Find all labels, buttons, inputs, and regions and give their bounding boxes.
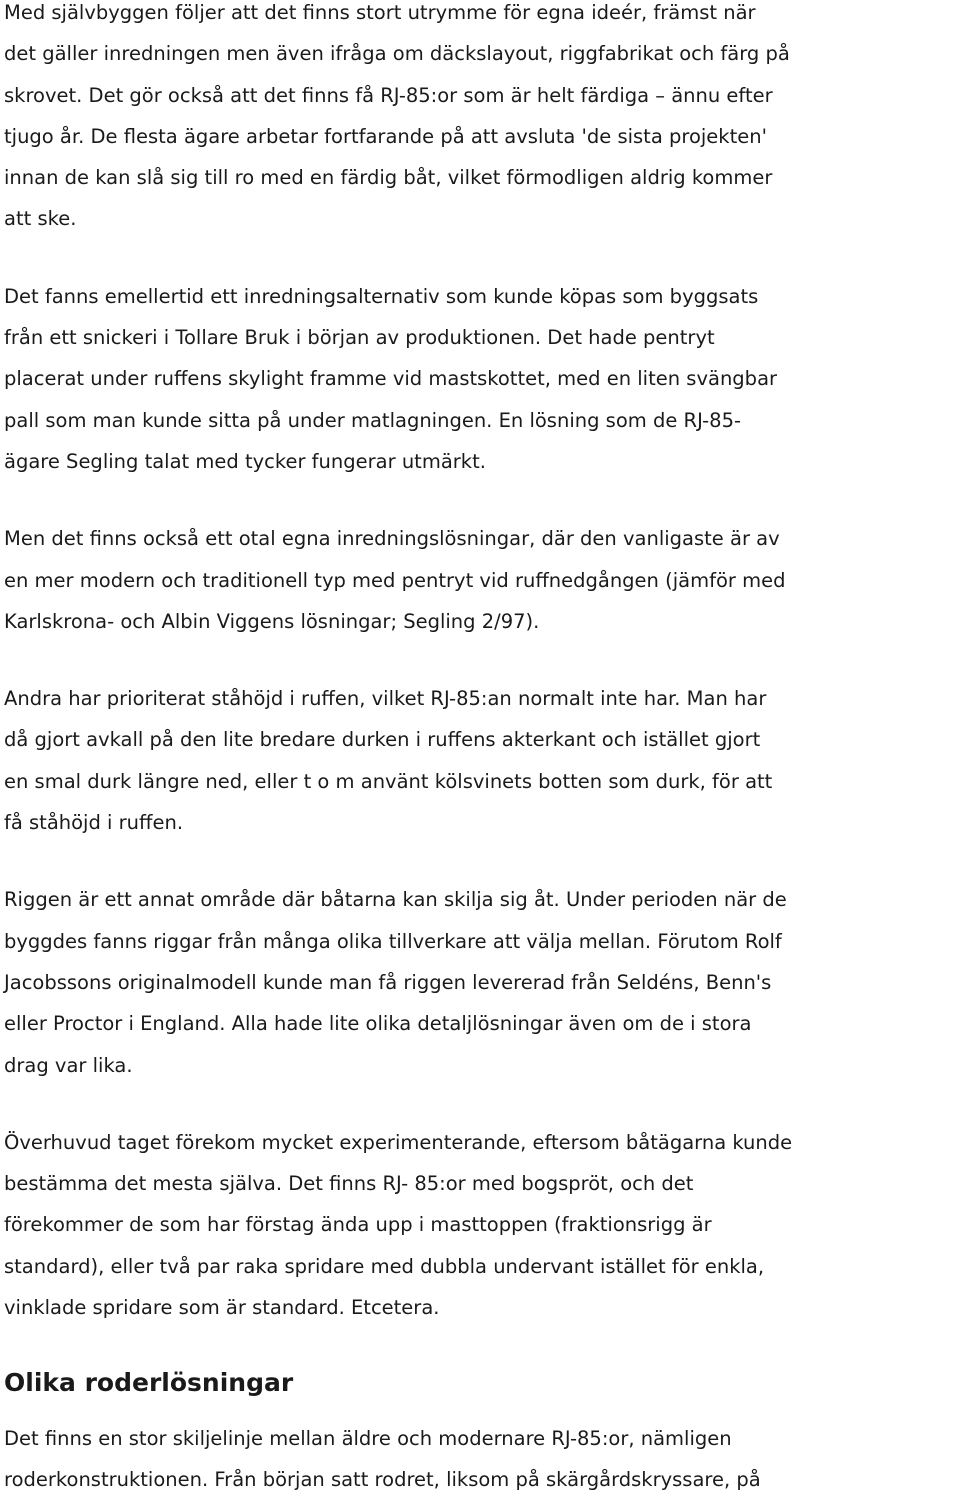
text-line: byggdes fanns riggar från många olika tillverkare att välja mellan. Förutom Rolf [4, 929, 782, 953]
text-line: Riggen är ett annat område där båtarna kan skilja sig åt. Under perioden när de [4, 888, 787, 912]
text-line: en mer modern och traditionell typ med pentryt vid ruffnedgången (jämför med [4, 568, 786, 592]
paragraph-gap [4, 482, 958, 518]
text-line: eller Proctor i England. Alla hade lite olika detaljlösningar även om de i stora [4, 1012, 752, 1036]
text-line: Med självbyggen följer att det finns stort utrymme för egna ideér, främst när [4, 1, 756, 24]
paragraph-gap [4, 1086, 958, 1122]
text-line: pall som man kunde sitta på under matlagningen. En lösning som de RJ-85- [4, 408, 742, 432]
text-line: Karlskrona- och Albin Viggens lösningar; Segling 2/97). [4, 609, 540, 633]
paragraph-gap [4, 1404, 958, 1418]
text-line: vinklade spridare som är standard. Etcetera. [4, 1296, 440, 1320]
text-line: Andra har prioriterat ståhöjd i ruffen, vilket RJ-85:an normalt inte har. Man har [4, 687, 767, 711]
paragraph-gap [4, 240, 958, 276]
text-line: ägare Segling talat med tycker fungerar utmärkt. [4, 449, 486, 473]
paragraph-gap [4, 1328, 958, 1356]
paragraph-gap [4, 642, 958, 678]
text-line: det gäller inredningen men även ifråga om däckslayout, riggfabrikat och färg på [4, 42, 790, 66]
paragraph-own-solutions [4, 518, 958, 642]
text-line: innan de kan slå sig till ro med en färdig båt, vilket förmodligen aldrig kommer [4, 166, 773, 190]
section-heading: Olika roderlösningar [4, 1368, 294, 1398]
text-line: få ståhöjd i ruffen. [4, 811, 184, 835]
paragraph-rigging [4, 879, 958, 1085]
text-line: Det finns en stor skiljelinje mellan äldre och modernare RJ-85:or, nämligen [4, 1426, 732, 1450]
paragraph-gap [4, 843, 958, 879]
text-line: från ett snickeri i Tollare Bruk i början av produktionen. Det hade pentryt [4, 326, 715, 350]
text-line: skrovet. Det gör också att det finns få RJ-85:or som är helt färdiga – ännu efter [4, 83, 773, 107]
paragraph-headroom [4, 678, 958, 843]
paragraph-interior-kit [4, 276, 958, 482]
text-line: Det fanns emellertid ett inredningsalternativ som kunde köpas som byggsats [4, 284, 759, 308]
text-line: Överhuvud taget förekom mycket experimenterande, eftersom båtägarna kunde [4, 1130, 793, 1154]
text-line: standard), eller två par raka spridare med dubbla undervant istället för enkla, [4, 1254, 765, 1278]
text-line: Men det finns också ett otal egna inredningslösningar, där den vanligaste är av [4, 527, 780, 551]
text-line: roderkonstruktionen. Från början satt rodret, liksom på skärgårdskryssare, på [4, 1467, 761, 1491]
text-line: en smal durk längre ned, eller t o m använt kölsvinets botten som durk, för att [4, 769, 773, 793]
text-line: Jacobssons originalmodell kunde man få riggen levererad från Seldéns, Benn's [4, 970, 772, 994]
paragraph-self-built [4, 0, 958, 240]
text-line: att ske. [4, 207, 77, 231]
document-page [4, 0, 958, 1500]
text-line: drag var lika. [4, 1053, 133, 1077]
text-line: tjugo år. De flesta ägare arbetar fortfarande på att avsluta 'de sista projekten' [4, 124, 767, 148]
paragraph-rudder [4, 1418, 958, 1501]
paragraph-experiments [4, 1122, 958, 1328]
text-line: placerat under ruffens skylight framme vid mastskottet, med en liten svängbar [4, 367, 778, 391]
text-line: förekommer de som har förstag ända upp i masttoppen (fraktionsrigg är [4, 1213, 712, 1237]
text-line: bestämma det mesta själva. Det finns RJ- 85:or med bogspröt, och det [4, 1172, 694, 1196]
text-line: då gjort avkall på den lite bredare durken i ruffens akterkant och istället gjort [4, 728, 761, 752]
